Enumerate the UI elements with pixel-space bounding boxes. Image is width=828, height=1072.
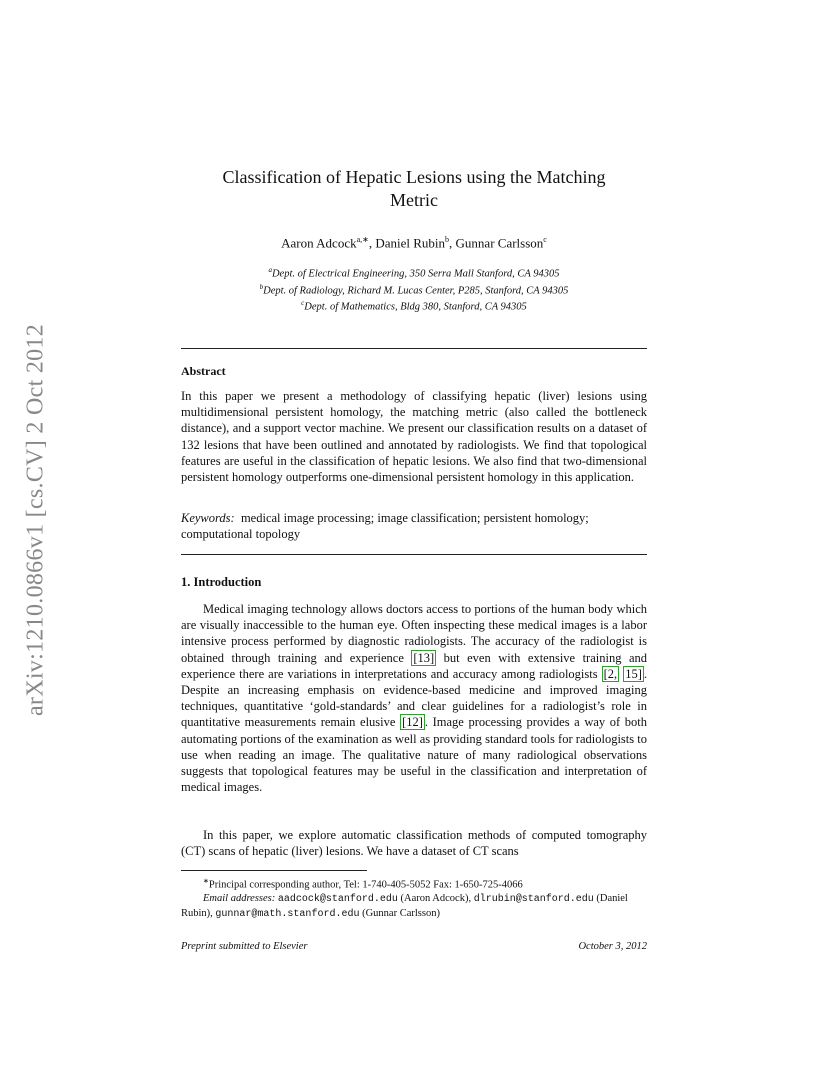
affiliation: $^c$Dept. of Mathematics, Bldg 380, Stanford, CA 94305 (301, 299, 527, 313)
title-line-2: Metric (390, 190, 438, 210)
author-name: Daniel Rubin (375, 235, 446, 251)
footnote-correspondence: ∗Principal corresponding author, Tel: 1-740-405-5052 Fax: 1-650-725-4066 (203, 877, 523, 891)
abstract-top-rule (181, 348, 647, 349)
intro-paragraph-2: In this paper, we explore automatic classification methods of computed tomography (CT) scans of hepatic (liver) lesions. We have a dataset of CT scans (181, 828, 647, 859)
footnote (181, 875, 647, 921)
keywords (181, 510, 647, 542)
footer-date: October 3, 2012 (578, 941, 647, 952)
email-link[interactable]: aadcock@stanford.edu (277, 894, 398, 905)
affiliation: $^b$Dept. of Radiology, Richard M. Lucas Center, P285, Stanford, CA 94305 (259, 282, 569, 296)
affiliation: $^a$Dept. of Electrical Engineering, 350 Serra Mall Stanford, CA 94305 (268, 266, 560, 280)
author-sup: c (543, 235, 547, 244)
author-name: Aaron Adcock (281, 235, 357, 251)
citation-link[interactable]: [12] (402, 715, 423, 730)
author-name: Gunnar Carlsson (455, 235, 544, 251)
author-sup: a,∗ (356, 235, 369, 244)
citation-link[interactable]: [2, (603, 666, 618, 681)
footnote-rule (181, 870, 367, 871)
keywords-label: Keywords: (181, 511, 235, 525)
author-list: Aaron Adcock$^{a,∗}$, Daniel Rubin$^b$, Gunnar Carlsson$^c$ (281, 235, 547, 251)
paper-title (180, 166, 648, 212)
citation-link[interactable]: 15] (625, 666, 642, 681)
arxiv-stamp (16, 300, 56, 740)
citation-link[interactable]: [13] (413, 650, 435, 665)
arxiv-id: arXiv:1210.0866v1 [cs.CV] 2 Oct 2012 (22, 323, 49, 717)
footnote-emails: Email addresses: aadcock@stanford.edu (Aaron Adcock), dlrubin@stanford.edu (Daniel Rubin), gunnar@math.stanford.edu (Gunnar Carlsson) (181, 893, 628, 920)
abstract-heading: Abstract (181, 364, 226, 378)
abstract-bottom-rule (181, 554, 647, 555)
footer-preprint: Preprint submitted to Elsevier (181, 941, 308, 952)
author-sup: b (445, 235, 450, 244)
email-link[interactable]: gunnar@math.stanford.edu (215, 908, 360, 920)
intro-paragraph-1: Medical imaging technology allows doctors access to portions of the human body which are visually inaccessible to the human eye. Often inspecting these medical images is a labor intensive process performed by diagnostic radiologists. The accuracy of the radiologist is obtained through training and experience [13] but even with extensive training and experience there are variations in interpretations and accuracy among radiologists [2, 15] . Despite an increasing emphasis on evidence-based medicine and improved imaging techniques, quantitative ‘gold-standards’ and clear guidelines for a radiologist’s role in quantitative measurements remain elusive [12] . Image processing provides a way of both automating portions of the examination as well as providing standard tools for radiologists to use when reading an image. The qualitative nature of many radiological observations suggests that topological features may be useful in the classification and interpretation of medical images. (181, 602, 648, 795)
email-link[interactable]: dlrubin@stanford.edu (473, 894, 594, 905)
affiliations (180, 264, 648, 314)
keywords-text: medical image processing; image classification; persistent homology; computational topology (181, 511, 589, 542)
section-heading-introduction: 1. Introduction (181, 575, 262, 589)
title-line-1: Classification of Hepatic Lesions using the Matching (222, 167, 606, 187)
abstract-text: In this paper we present a methodology of classifying hepatic (liver) lesions using multidimensional persistent homology, the matching metric (also called the bottleneck distance), and a support vector machine. We present our classification results on a dataset of 132 lesions that have been outlined and annotated by radiologists. We find that topological features are useful in the classification of hepatic lesions. We also find that two-dimensional persistent homology outperforms one-dimensional persistent homology in this application. (181, 389, 647, 485)
